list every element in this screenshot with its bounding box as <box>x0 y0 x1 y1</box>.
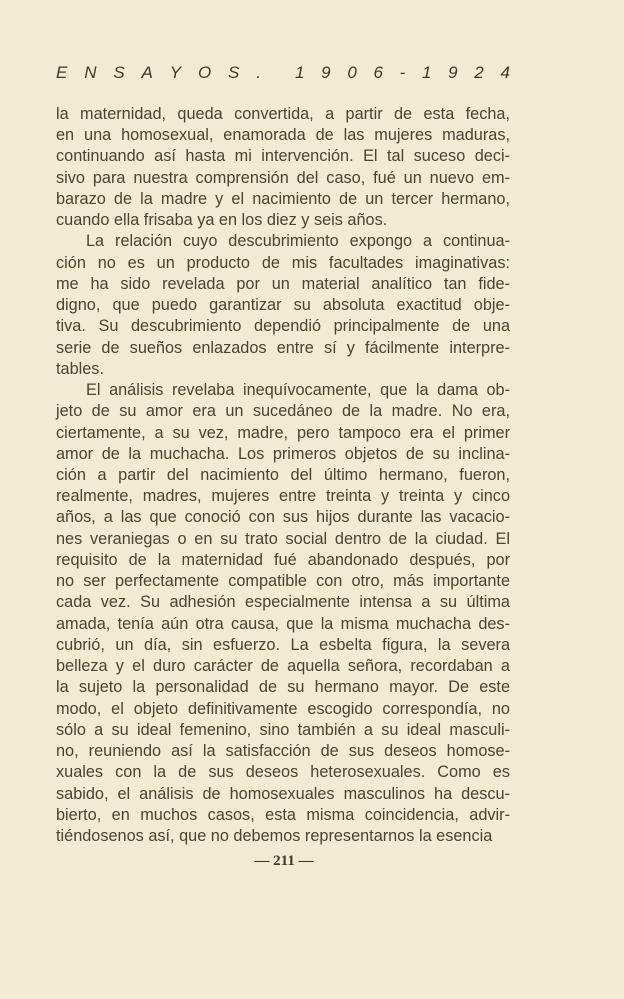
paragraph <box>56 380 510 847</box>
header-letter: . <box>256 63 261 82</box>
text-line: cada vez. Su adhesión especialmente intensa a su última <box>56 593 510 612</box>
text-line: serie de sueños enlazados entre sí y fácilmente interpre- <box>56 338 510 357</box>
header-year-char: 4 <box>500 63 510 82</box>
header-letter: N <box>84 63 97 82</box>
body-text <box>56 104 510 847</box>
text-line: no, reuniendo así la satisfacción de sus deseos homose- <box>56 742 510 761</box>
header-title <box>56 63 261 83</box>
text-line: la maternidad, queda convertida, a partir de esta fecha, <box>56 105 510 123</box>
header-year-char: 2 <box>474 63 484 82</box>
text-line: digno, que puedo garantizar su absoluta exactitud obje- <box>56 296 510 315</box>
text-line: en una homosexual, enamorada de las mujeres maduras, <box>56 126 510 145</box>
header-letter: O <box>197 63 212 82</box>
text-line: belleza y el duro carácter de aquella señora, recordaban a <box>56 657 510 676</box>
text-line: jeto de su amor era un sucedáneo de la madre. No era, <box>56 402 510 421</box>
text-line: no ser perfectamente compatible con otro, más importante <box>56 572 510 591</box>
text-line: la sujeto la personalidad de su hermano mayor. De este <box>56 678 510 697</box>
header-letter: A <box>141 63 153 82</box>
text-line: amor de la muchacha. Los primeros objetos de su inclina- <box>56 444 510 463</box>
header-year-char: 0 <box>347 63 357 82</box>
text-line: barazo de la madre y el nacimiento de un tercer hermano, <box>56 189 510 208</box>
text-line: ción a partir del nacimiento del último hermano, fueron, <box>56 465 510 484</box>
header-year-char: - <box>399 63 406 82</box>
header-year-char: 1 <box>295 63 305 82</box>
text-line: El análisis revelaba inequívocamente, que la dama ob- <box>86 381 510 400</box>
header-letter: S <box>228 63 240 82</box>
text-line: tiéndosenos así, que no debemos representarnos la esencia <box>56 826 493 845</box>
header-year-char: 1 <box>421 63 432 82</box>
text-line: cuando ella frisaba ya en los diez y seis años. <box>56 211 388 230</box>
header-years <box>295 63 510 83</box>
header-letter: Y <box>169 63 182 82</box>
text-line: años, a las que conoció con sus hijos durante las vacacio- <box>56 508 510 527</box>
text-line: realmente, madres, mujeres entre treinta y treinta y cinco <box>56 487 510 506</box>
text-line: cubrió, un día, sin esfuerzo. La esbelta figura, la severa <box>56 635 510 654</box>
header-letter: E <box>56 63 68 82</box>
text-line: sabido, el análisis de homosexuales masculinos ha descu- <box>56 784 510 803</box>
paragraph <box>56 104 510 231</box>
text-line: requisito de la maternidad fué abandonado después, por <box>56 550 510 569</box>
page-number: — 211 — <box>254 853 314 869</box>
text-line: me ha sido revelada por un material analítico tan fide- <box>56 274 510 293</box>
text-line: continuando así hasta mi intervención. El tal suceso deci- <box>56 147 510 166</box>
running-header <box>56 63 510 83</box>
text-line: ciertamente, a su vez, madre, pero tampoco era el primer <box>56 423 510 442</box>
text-line: tables. <box>56 359 104 378</box>
header-year-char: 6 <box>373 63 383 82</box>
text-line: nes veraniegas o en su trato social dentro de la ciudad. El <box>56 529 510 548</box>
text-line: La relación cuyo descubrimiento expongo a continua- <box>86 232 510 251</box>
paragraph <box>56 231 510 380</box>
text-line: sivo para nuestra comprensión del caso, fué un nuevo em- <box>56 168 510 187</box>
text-line: modo, el objeto definitivamente escogido correspondía, no <box>56 699 510 718</box>
text-line: amada, tenía aún otra causa, que la misma muchacha des- <box>56 614 510 633</box>
header-letter: S <box>113 63 125 82</box>
text-line: ción no es un producto de mis facultades imaginativas: <box>56 253 510 272</box>
text-line: xuales con la de sus deseos heterosexuales. Como es <box>56 763 510 782</box>
text-line: sólo a su ideal femenino, sino también a su ideal masculi- <box>56 720 510 739</box>
header-year-char: 9 <box>321 63 331 82</box>
text-line: bierto, en muchos casos, esta misma coincidencia, advir- <box>56 805 510 824</box>
header-year-char: 9 <box>448 63 458 82</box>
text-line: tiva. Su descubrimiento dependió principalmente de una <box>56 317 510 336</box>
